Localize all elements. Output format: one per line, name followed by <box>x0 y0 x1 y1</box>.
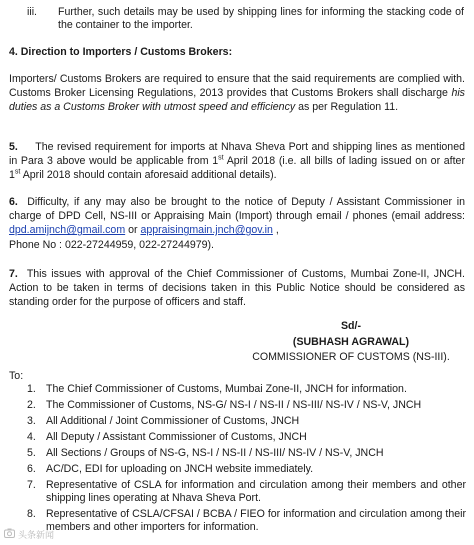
sub-item-number: iii. <box>27 6 38 18</box>
to-label: To: <box>9 370 24 382</box>
section-4-heading: 4. Direction to Importers / Customs Brokers: <box>9 46 233 58</box>
sub-item-text: Further, such details may be used by shipping lines for informing the stacking code of the container to the importer. <box>58 6 464 31</box>
email-link-dpd[interactable]: dpd.amijnch@gmail.com <box>9 224 126 236</box>
section-6-phone: Phone No : 022-27244959, 022-27244979). <box>9 239 214 251</box>
section-7-text: 7. This issues with approval of the Chief Commissioner of Customs, Mumbai Zone-II, JNCH. Action to be taken in terms of decisions taken in this Public Notice should be considered as standing order for the purpose of officers and staff. <box>9 268 465 308</box>
signature-title: COMMISSIONER OF CUSTOMS (NS-III). <box>252 351 450 363</box>
section-4-italic: his duties as a Customs Broker with utmost speed and efficiency <box>9 87 465 113</box>
signature-sd: Sd/- <box>340 320 361 332</box>
section-5-text: 5. The revised requirement for imports at Nhava Sheva Port and shipping lines as mentioned in Para 3 above would be applicable from 1st April 2018 (i.e. all bills of lading issued on or after 1st April 2018 should contain aforesaid additional details). <box>9 141 465 181</box>
document-page: iii. Further, such details may be used by shipping lines for informing the stacking code of the container to the importer. 4. Direction to Importers / Customs Brokers: Importers/ Customs Brokers are required to ensure that the said requirements are complied with. Customs Broker Licensing Regulations, 2013 provides that Customs Brokers shall discharge his duties as a Customs Broker with utmost speed and efficiency as per Regulation 11. 5. The revised requirement for imports at Nhava Sheva Port and shipping lines as mentioned in Para 3 above would be applicable from 1st April 2018 (i.e. all bills of lading issued on or after 1st April 2018 should contain aforesaid additional details). 6. Difficulty, if any may also be brought to the notice of Deputy / Assistant Commissioner in charge of DPD Cell, NS-III or Appraising Main (Import) through email / phones (email address: dpd.amijnch@gmail.com or appraisingmain.jnch@gov.in , Phone No : 022-27244959, 022-27244979). 7. This issues with approval of the Chief Commissioner of Customs, Mumbai Zone-II, JNCH. Action to be taken in terms of decisions taken in this Public Notice should be considered as standing order for the purpose of officers and staff. Sd/- (SUBHASH AGRAWAL) COMMISSIONER OF CUSTOMS (NS-III). To: 1. The Chief Commissioner of Customs, Mumbai Zone-II, JNCH for information. 2. The Commissioner of Customs, NS-G/ NS-I / NS-II / NS-III/ NS-IV / NS-V, JNCH 3. All Additional / Joint Commissioner of Customs, JNCH 4. All Deputy / Assistant Commissioner of Customs, JNCH 5. All Sections / Groups of NS-G, NS-I / NS-II / NS-III/ NS-IV / NS-V, JNCH 6. AC/DC, EDI for uploading on JNCH website immediately. 7. Representative of CSLA for information and circulation among their members and other shipping lines operating at Nhava Sheva Port. 8. Representative of CSLA/CFSAI / BCBA / FIEO for information and circulation among their members and other importers for information. 头条新闻 <box>0 0 474 545</box>
email-link-appraising[interactable]: appraisingmain.jnch@gov.in <box>140 224 273 236</box>
section-6-text: 6. Difficulty, if any may also be brought to the notice of Deputy / Assistant Commissioner in charge of DPD Cell, NS-III or Appraising Main (Import) through email / phones (email address: dpd.amijnch@gmail.com or appraisingmain.jnch@gov.in , <box>9 196 465 236</box>
watermark-text: 头条新闻 <box>18 529 55 540</box>
watermark <box>4 528 54 542</box>
section-4-text: Importers/ Customs Brokers are required to ensure that the said requirements are complied with. Customs Broker Licensing Regulations, 2013 provides that Customs Brokers shall discharge his duties as a Customs Broker with utmost speed and efficiency as per Regulation 11. <box>9 73 465 113</box>
signature-name: (SUBHASH AGRAWAL) <box>292 336 410 348</box>
camera-icon <box>4 528 15 542</box>
